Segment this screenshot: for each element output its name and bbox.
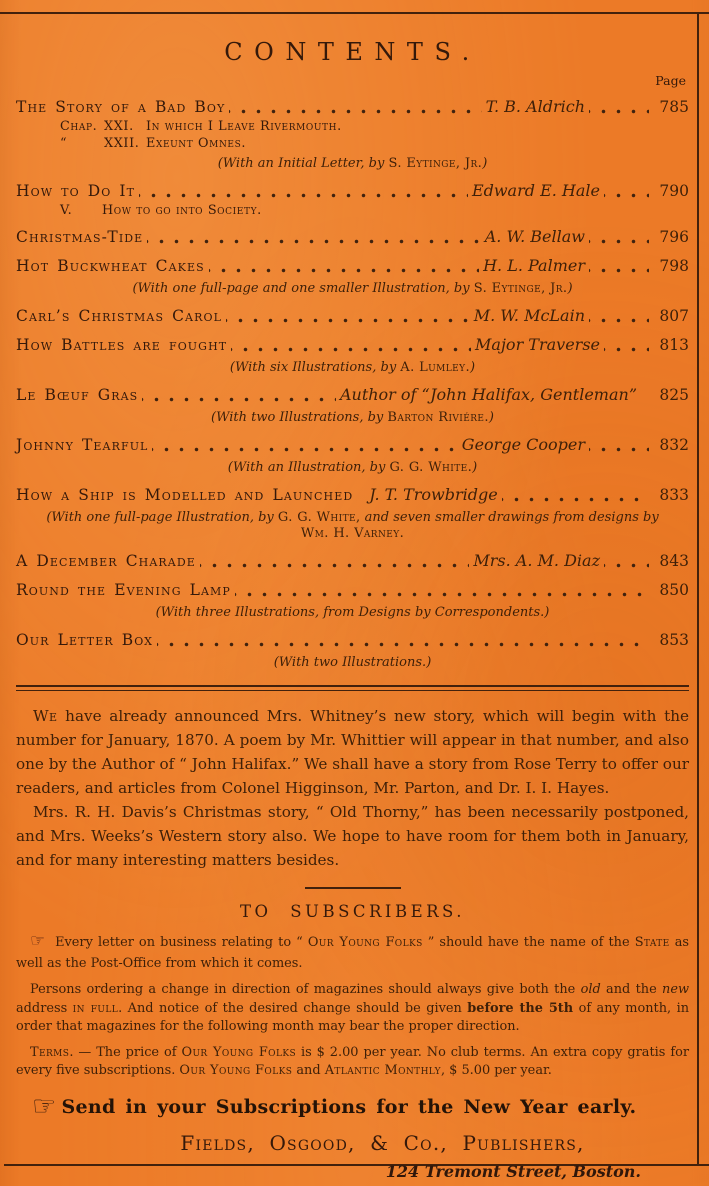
text-segment: G. G. White. bbox=[389, 460, 473, 475]
send-subscriptions-text: Send in your Subscriptions for the New Year early. bbox=[61, 1095, 637, 1118]
toc-entry-author: M. W. McLain bbox=[473, 306, 585, 325]
text-segment: old bbox=[580, 982, 601, 997]
toc-entry-page-number: 813 bbox=[659, 336, 689, 354]
dot-leader bbox=[147, 227, 480, 247]
subscribers-heading: TO SUBSCRIBERS. bbox=[239, 902, 466, 921]
text-segment: new bbox=[662, 982, 689, 997]
text-segment: . — The price of bbox=[69, 1044, 182, 1060]
page-content bbox=[16, 26, 689, 1181]
dot-leader bbox=[235, 580, 649, 600]
text-segment: G. G. White, bbox=[277, 510, 361, 525]
subscribers-paragraphs bbox=[16, 930, 689, 1081]
toc-entry bbox=[16, 306, 689, 326]
toc-entry-author: H. L. Palmer bbox=[483, 256, 585, 275]
text-segment: (With two Illustrations, by bbox=[211, 410, 388, 425]
toc-entry-title: Carl’s Christmas Carol bbox=[16, 307, 223, 325]
text-segment: Our Young Folks bbox=[181, 1044, 297, 1060]
dot-leader bbox=[226, 306, 470, 326]
dot-leader bbox=[604, 335, 649, 355]
toc-entry bbox=[16, 580, 689, 600]
toc-illustration-note bbox=[16, 605, 689, 621]
dot-leader bbox=[641, 385, 649, 405]
toc-entry bbox=[16, 181, 689, 201]
toc-entry-title: How a Ship is Modelled and Launched bbox=[16, 486, 354, 504]
text-segment: ) bbox=[472, 460, 478, 475]
text-segment: Our Young Folks bbox=[179, 1063, 293, 1078]
dot-leader bbox=[589, 256, 649, 276]
toc-entry-page-number: 807 bbox=[659, 307, 689, 325]
pointing-hand-icon: ☞ bbox=[32, 1090, 57, 1122]
section-divider-double-rule bbox=[16, 685, 689, 691]
text-segment: address bbox=[16, 1000, 73, 1016]
toc-illustration-note bbox=[16, 510, 689, 542]
toc-entry-author: Edward E. Hale bbox=[471, 181, 600, 200]
top-border-rule bbox=[0, 12, 709, 14]
publisher-line: Fields, Osgood, & Co., Publishers, bbox=[180, 1130, 585, 1155]
text-segment: ) bbox=[482, 156, 488, 171]
toc-entry-title: Christmas-Tide bbox=[16, 228, 144, 246]
right-border-rule bbox=[697, 12, 699, 1166]
subscribers-paragraph bbox=[16, 930, 689, 974]
announcement-paragraph bbox=[16, 704, 689, 800]
text-segment: Persons ordering a change in direction of magazines should always give both the bbox=[30, 982, 581, 997]
text-segment: as well as the Post-Office from which it comes. bbox=[16, 935, 690, 971]
dot-leader bbox=[357, 485, 365, 505]
text-segment: , $ 5.00 per year. bbox=[440, 1063, 552, 1078]
dot-leader bbox=[200, 551, 470, 571]
toc-entry-page-number: 843 bbox=[659, 552, 689, 570]
dot-leader bbox=[589, 435, 649, 455]
toc-entry bbox=[16, 97, 689, 117]
toc-entry-title: Our Letter Box bbox=[16, 631, 154, 649]
dot-leader bbox=[152, 435, 457, 455]
announcement-paragraph bbox=[16, 800, 689, 872]
text-segment: (With an Illustration, by bbox=[227, 460, 390, 475]
toc-entry-author: Major Traverse bbox=[475, 335, 600, 354]
toc-entry-page-number: 798 bbox=[659, 257, 689, 275]
subscribers-paragraph bbox=[16, 1044, 689, 1081]
toc-entry-title: How to Do It bbox=[16, 182, 136, 200]
toc-illustration-note bbox=[16, 156, 689, 172]
toc-entry-author: George Cooper bbox=[461, 435, 585, 454]
toc-illustration-note bbox=[16, 410, 689, 426]
toc-illustration-note bbox=[16, 281, 689, 297]
toc-entry-page-number: 850 bbox=[659, 581, 689, 599]
toc-illustration-note bbox=[16, 655, 689, 671]
text-segment: S. Eytinge, Jr. bbox=[388, 156, 483, 171]
toc-entry bbox=[16, 435, 689, 455]
text-segment: Our Young Folks bbox=[307, 935, 423, 950]
chapter-label: Chap. bbox=[60, 119, 98, 134]
text-segment: Terms bbox=[30, 1044, 70, 1060]
dot-leader bbox=[231, 335, 471, 355]
text-segment: ) bbox=[567, 281, 573, 296]
text-segment: We bbox=[33, 707, 58, 725]
toc-entry-title: Hot Buckwheat Cakes bbox=[16, 257, 205, 275]
toc-entry-author: J. T. Trowbridge bbox=[369, 485, 498, 504]
text-segment: Mrs. R. H. Davis’s Christmas story, “ Old Thorny,” has been necessarily postponed, and Mrs. Weeks’s Western story also. We hope to have room for them both in January, and for many interesting matters besides. bbox=[16, 803, 689, 869]
toc-entry-page-number: 785 bbox=[659, 98, 689, 116]
toc-illustration-note bbox=[16, 360, 689, 376]
text-segment: (With three Illustrations, from Designs by Correspondents.) bbox=[155, 605, 550, 620]
toc-entry-author: Mrs. A. M. Diaz bbox=[473, 551, 600, 570]
toc-entry-page-number: 853 bbox=[659, 631, 689, 649]
text-segment: of any month, in order that magazines for the following month may bear the proper direction. bbox=[16, 1000, 689, 1034]
text-segment: in full bbox=[72, 1000, 119, 1016]
toc-entry bbox=[16, 485, 689, 505]
text-segment: ) bbox=[488, 410, 494, 425]
toc-entry-title: Round the Evening Lamp bbox=[16, 581, 231, 599]
toc-entry-author: T. B. Aldrich bbox=[485, 97, 585, 116]
dot-leader bbox=[502, 485, 649, 505]
chapter-label: “ bbox=[60, 136, 68, 151]
dot-leader bbox=[604, 551, 649, 571]
toc-chapter-line bbox=[16, 203, 689, 218]
dot-leader bbox=[589, 97, 649, 117]
toc-entry-title: How Battles are fought bbox=[16, 336, 228, 354]
toc-entry-page-number: 790 bbox=[659, 182, 689, 200]
text-segment: ) bbox=[470, 360, 476, 375]
text-segment: Atlantic Monthly bbox=[324, 1063, 441, 1078]
toc-entry-page-number: 825 bbox=[659, 386, 689, 404]
dot-leader bbox=[142, 385, 336, 405]
pointing-hand-icon: ☞ bbox=[30, 930, 46, 950]
dot-leader bbox=[589, 227, 649, 247]
text-segment: is $ 2.00 per year. No club terms. An extra copy gratis for every five subscriptions. bbox=[16, 1044, 690, 1078]
text-segment: S. Eytinge, Jr. bbox=[473, 281, 568, 296]
toc-entry bbox=[16, 227, 689, 247]
text-segment: before the 5th bbox=[467, 1000, 574, 1016]
text-segment: and the bbox=[600, 982, 663, 997]
dot-leader bbox=[604, 181, 649, 201]
toc-entry bbox=[16, 385, 689, 405]
short-divider-rule bbox=[305, 887, 401, 889]
text-segment: and bbox=[292, 1063, 325, 1078]
toc-chapter-line bbox=[16, 136, 689, 151]
text-segment: (With an Initial Letter, by bbox=[217, 156, 389, 171]
page-column-label: Page bbox=[655, 73, 686, 88]
text-segment: (With two Illustrations.) bbox=[273, 655, 432, 670]
toc-entry bbox=[16, 256, 689, 276]
send-subscriptions-line bbox=[16, 1092, 689, 1122]
text-segment: (With one full-page Illustration, by bbox=[46, 510, 278, 525]
toc-illustration-note bbox=[16, 460, 689, 476]
text-segment: . And notice of the desired change should be given bbox=[118, 1000, 468, 1016]
chapter-number: XXI. bbox=[104, 119, 134, 134]
toc-entry-title: Johnny Tearful bbox=[16, 436, 149, 454]
toc-entry bbox=[16, 630, 689, 650]
dot-leader bbox=[139, 181, 468, 201]
chapter-title: In which I Leave Rivermouth. bbox=[146, 119, 342, 134]
toc-entry-title: Le Bœuf Gras bbox=[16, 386, 139, 404]
dot-leader bbox=[589, 306, 649, 326]
toc-entry bbox=[16, 335, 689, 355]
text-segment: A. Lumley. bbox=[400, 360, 471, 375]
text-segment: Every letter on business relating to “ bbox=[50, 935, 308, 950]
toc-entry-page-number: 796 bbox=[659, 228, 689, 246]
announcement bbox=[16, 704, 689, 872]
chapter-title: How to go into Society. bbox=[102, 203, 262, 218]
chapter-title: Exeunt Omnes. bbox=[146, 136, 247, 151]
page-title: CONTENTS. bbox=[224, 38, 481, 66]
toc-entry-page-number: 833 bbox=[659, 486, 689, 504]
chapter-number: V. bbox=[60, 203, 73, 218]
dot-leader bbox=[157, 630, 649, 650]
toc-list bbox=[16, 97, 689, 671]
toc-entry-title: A December Charade bbox=[16, 552, 196, 570]
text-segment: State bbox=[634, 935, 670, 950]
text-segment: ” should have the name of the bbox=[422, 935, 635, 950]
subscribers-paragraph bbox=[16, 981, 689, 1037]
dot-leader bbox=[229, 97, 481, 117]
text-segment: (With six Illustrations, by bbox=[229, 360, 401, 375]
text-segment: and seven smaller drawings from designs by bbox=[360, 510, 659, 525]
text-segment: have already announced Mrs. Whitney’s new story, which will begin with the number for January, 1870. A poem by Mr. Whittier will appear in that number, and also one by the Author of “ John Halifax.” We shall have a story from Rose Terry to offer our readers, and articles from Colonel Higginson, Mr. Parton, and Dr. I. I. Hayes. bbox=[16, 707, 689, 797]
chapter-number: XXII. bbox=[104, 136, 140, 151]
toc-entry-author: Author of “John Halifax, Gentleman” bbox=[339, 385, 637, 404]
dot-leader bbox=[209, 256, 479, 276]
toc-entry-title: The Story of a Bad Boy bbox=[16, 98, 226, 116]
toc-chapter-line bbox=[16, 119, 689, 134]
text-segment: Wm. H. Varney. bbox=[300, 526, 405, 541]
toc-entry-author: A. W. Bellaw bbox=[484, 227, 585, 246]
toc-entry-page-number: 832 bbox=[659, 436, 689, 454]
text-segment: Barton Riviére. bbox=[387, 410, 489, 425]
publisher-address: 124 Tremont Street, Boston. bbox=[385, 1161, 641, 1181]
text-segment: (With one full-page and one smaller Illustration, by bbox=[132, 281, 474, 296]
toc-entry bbox=[16, 551, 689, 571]
